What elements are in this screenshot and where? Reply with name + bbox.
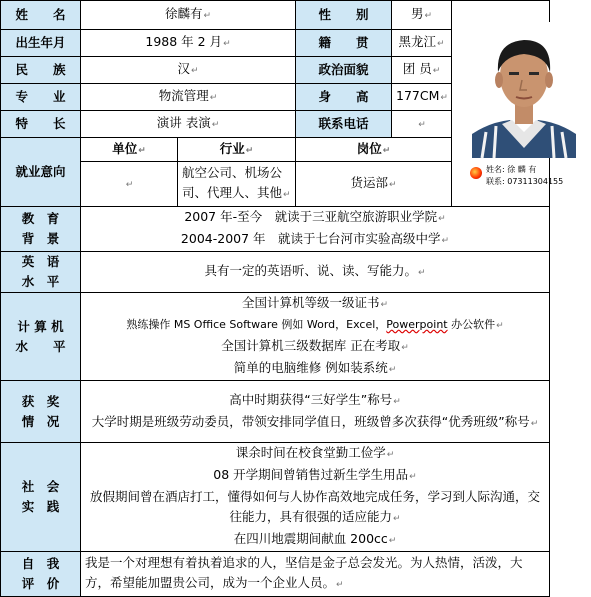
intent-unit-value: ↵	[81, 162, 178, 207]
orb-icon	[470, 167, 482, 179]
intent-label: 就业意向	[1, 138, 81, 207]
skills-label: 特 长	[1, 111, 81, 138]
computer-line: 熟练操作 MS Office Software 例如 Word，Excel，Powerpoint 办公软件↵	[126, 318, 504, 331]
gender-value: 男↵	[392, 1, 452, 30]
phone-value: ↵	[392, 111, 452, 138]
awards-label: 获 奖 情 况	[1, 381, 81, 443]
social-label: 社 会 实 践	[1, 443, 81, 552]
education-content	[81, 207, 550, 252]
photo-frame	[456, 14, 591, 194]
origin-value: 黑龙江↵	[392, 30, 452, 57]
politics-value: 团 员↵	[392, 57, 452, 84]
computer-line: 简单的电脑维修 例如装系统↵	[233, 360, 397, 375]
computer-content	[81, 293, 550, 381]
intent-industry-header: 行业↵	[178, 138, 296, 162]
computer-line: 全国计算机等级一级证书↵	[241, 295, 389, 310]
intent-industry-value: 航空公司、机场公司、代理人、其他↵	[178, 162, 296, 207]
social-content	[81, 443, 550, 552]
ethnicity-label: 民 族	[1, 57, 81, 84]
computer-line: 全国计算机三级数据库 正在考取↵	[221, 338, 409, 353]
social-line: 08 开学期间曾销售过新生学生用品↵	[213, 467, 417, 482]
awards-content	[81, 381, 550, 443]
intent-post-header: 岗位↵	[296, 138, 452, 162]
birth-label: 出生年月	[1, 30, 81, 57]
english-content: 具有一定的英语听、说、读、写能力。↵	[81, 252, 550, 293]
photo-cell	[452, 1, 564, 207]
english-label: 英 语 水 平	[1, 252, 81, 293]
origin-label: 籍 贯	[296, 30, 392, 57]
gender-label: 性 别	[296, 1, 392, 30]
caption-text: 姓名: 徐 麟 有 联系: 07311304155	[486, 164, 564, 186]
social-line: 课余时间在校食堂勤工俭学↵	[235, 445, 395, 460]
height-value: 177CM↵	[392, 84, 452, 111]
major-value: 物流管理↵	[81, 84, 296, 111]
birth-value: 1988 年 2 月↵	[81, 30, 296, 57]
height-label: 身 高	[296, 84, 392, 111]
portrait-photo	[472, 22, 576, 158]
photo-caption	[470, 164, 590, 196]
intent-post-value: 货运部↵	[296, 162, 452, 207]
awards-line: 高中时期获得“三好学生”称号↵	[229, 391, 401, 407]
ethnicity-value: 汉↵	[81, 57, 296, 84]
name-label: 姓 名	[1, 1, 81, 30]
self-label: 自 我 评 价	[1, 552, 81, 597]
education-label: 教 育 背 景	[1, 207, 81, 252]
education-line: 2004-2007 年 就读于七台河市实验高级中学↵	[180, 231, 450, 246]
education-line: 2007 年-至今 就读于三亚航空旅游职业学院↵	[184, 209, 446, 224]
social-line: 放假期间曾在酒店打工，懂得如何与人协作高效地完成任务，学习到人际沟通，交往能力，具有很强的适应能力↵	[89, 489, 540, 524]
major-label: 专 业	[1, 84, 81, 111]
intent-unit-header: 单位↵	[81, 138, 178, 162]
self-content: 我是一个对理想有着执着追求的人，坚信是金子总会发光。为人热情，活泼，大方，希望能加盟贵公司，成为一个企业人员。↵	[81, 552, 550, 597]
phone-label: 联系电话	[296, 111, 392, 138]
name-value: 徐麟有↵	[81, 1, 296, 30]
politics-label: 政治面貌	[296, 57, 392, 84]
skills-value: 演讲 表演↵	[81, 111, 296, 138]
computer-label: 计 算 机 水 平	[1, 293, 81, 381]
awards-line: 大学时期是班级劳动委员，带领安排同学值日，班级曾多次获得“优秀班级”称号↵	[91, 413, 539, 429]
social-line: 在四川地震期间献血 200cc↵	[233, 531, 397, 546]
portrait-illustration	[472, 22, 576, 158]
